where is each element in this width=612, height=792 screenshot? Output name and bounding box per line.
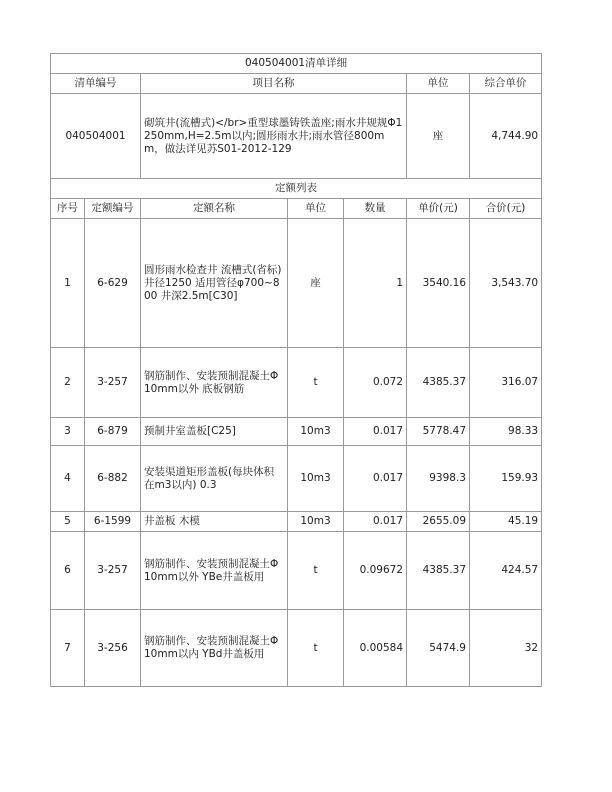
- table-row: [51, 418, 542, 446]
- row-total: 98.33: [470, 418, 542, 446]
- bill-unit: 座: [407, 94, 470, 179]
- bill-unit-header: 单位: [407, 74, 470, 94]
- bill-detail-table: [50, 53, 542, 687]
- table-row: [51, 532, 542, 610]
- bill-code-header: 清单编号: [51, 74, 141, 94]
- row-code: 6-629: [85, 219, 141, 348]
- table-row: [51, 348, 542, 418]
- price-header: 单价(元): [407, 199, 470, 219]
- row-seq: 6: [51, 532, 85, 610]
- row-code: 6-1599: [85, 512, 141, 532]
- total-header: 合价(元): [470, 199, 542, 219]
- page-title: 040504001清单详细: [51, 54, 542, 74]
- row-name: 安装渠道矩形盖板(每块体积在m3以内) 0.3: [141, 446, 288, 512]
- row-seq: 1: [51, 219, 85, 348]
- row-qty: 0.017: [344, 446, 407, 512]
- row-unit: 10m3: [288, 418, 344, 446]
- row-seq: 4: [51, 446, 85, 512]
- bill-unit-price: 4,744.90: [470, 94, 542, 179]
- bill-item-row: [51, 94, 542, 179]
- row-qty: 1: [344, 219, 407, 348]
- row-name: 预制井室盖板[C25]: [141, 418, 288, 446]
- quota-title: 定额列表: [51, 179, 542, 199]
- table-row: [51, 512, 542, 532]
- row-total: 3,543.70: [470, 219, 542, 348]
- bill-header-row: [51, 74, 542, 94]
- row-total: 316.07: [470, 348, 542, 418]
- bill-price-header: 综合单价: [470, 74, 542, 94]
- quota-name-header: 定额名称: [141, 199, 288, 219]
- row-seq: 5: [51, 512, 85, 532]
- row-qty: 0.09672: [344, 532, 407, 610]
- row-name: 钢筋制作、安装预制混凝土Φ10mm以外 YBe井盖板用: [141, 532, 288, 610]
- qty-header: 数量: [344, 199, 407, 219]
- row-total: 45.19: [470, 512, 542, 532]
- title-row: [51, 54, 542, 74]
- row-code: 6-882: [85, 446, 141, 512]
- row-seq: 3: [51, 418, 85, 446]
- row-name: 圆形雨水检查井 流槽式(省标)井径1250 适用管径φ700~800 井深2.5m[C30]: [141, 219, 288, 348]
- row-unit: t: [288, 610, 344, 687]
- table-row: [51, 446, 542, 512]
- row-qty: 0.00584: [344, 610, 407, 687]
- row-seq: 2: [51, 348, 85, 418]
- row-code: 3-256: [85, 610, 141, 687]
- row-unit: 10m3: [288, 446, 344, 512]
- bill-name: 砌筑井(流槽式)</br>重型球墨铸铁盖座;雨水井规规Φ1250mm,H=2.5m以内;圆形雨水井;雨水管径800mm，做法详见苏S01-2012-129: [141, 94, 407, 179]
- row-unit: t: [288, 348, 344, 418]
- seq-header: 序号: [51, 199, 85, 219]
- row-price: 3540.16: [407, 219, 470, 348]
- table-row: [51, 610, 542, 687]
- quota-code-header: 定额编号: [85, 199, 141, 219]
- row-price: 2655.09: [407, 512, 470, 532]
- row-qty: 0.017: [344, 512, 407, 532]
- quota-title-row: [51, 179, 542, 199]
- row-name: 钢筋制作、安装预制混凝土Φ10mm以内 YBd井盖板用: [141, 610, 288, 687]
- row-qty: 0.017: [344, 418, 407, 446]
- row-code: 6-879: [85, 418, 141, 446]
- row-total: 32: [470, 610, 542, 687]
- row-price: 9398.3: [407, 446, 470, 512]
- row-name: 钢筋制作、安装预制混凝土Φ10mm以外 底板钢筋: [141, 348, 288, 418]
- row-seq: 7: [51, 610, 85, 687]
- row-price: 5474.9: [407, 610, 470, 687]
- row-price: 4385.37: [407, 348, 470, 418]
- row-qty: 0.072: [344, 348, 407, 418]
- row-name: 井盖板 木模: [141, 512, 288, 532]
- row-unit: t: [288, 532, 344, 610]
- quota-header-row: [51, 199, 542, 219]
- bill-code: 040504001: [51, 94, 141, 179]
- row-code: 3-257: [85, 532, 141, 610]
- row-price: 5778.47: [407, 418, 470, 446]
- unit-header: 单位: [288, 199, 344, 219]
- row-unit: 10m3: [288, 512, 344, 532]
- row-code: 3-257: [85, 348, 141, 418]
- row-unit: 座: [288, 219, 344, 348]
- row-total: 424.57: [470, 532, 542, 610]
- row-total: 159.93: [470, 446, 542, 512]
- row-price: 4385.37: [407, 532, 470, 610]
- bill-name-header: 项目名称: [141, 74, 407, 94]
- table-row: [51, 219, 542, 348]
